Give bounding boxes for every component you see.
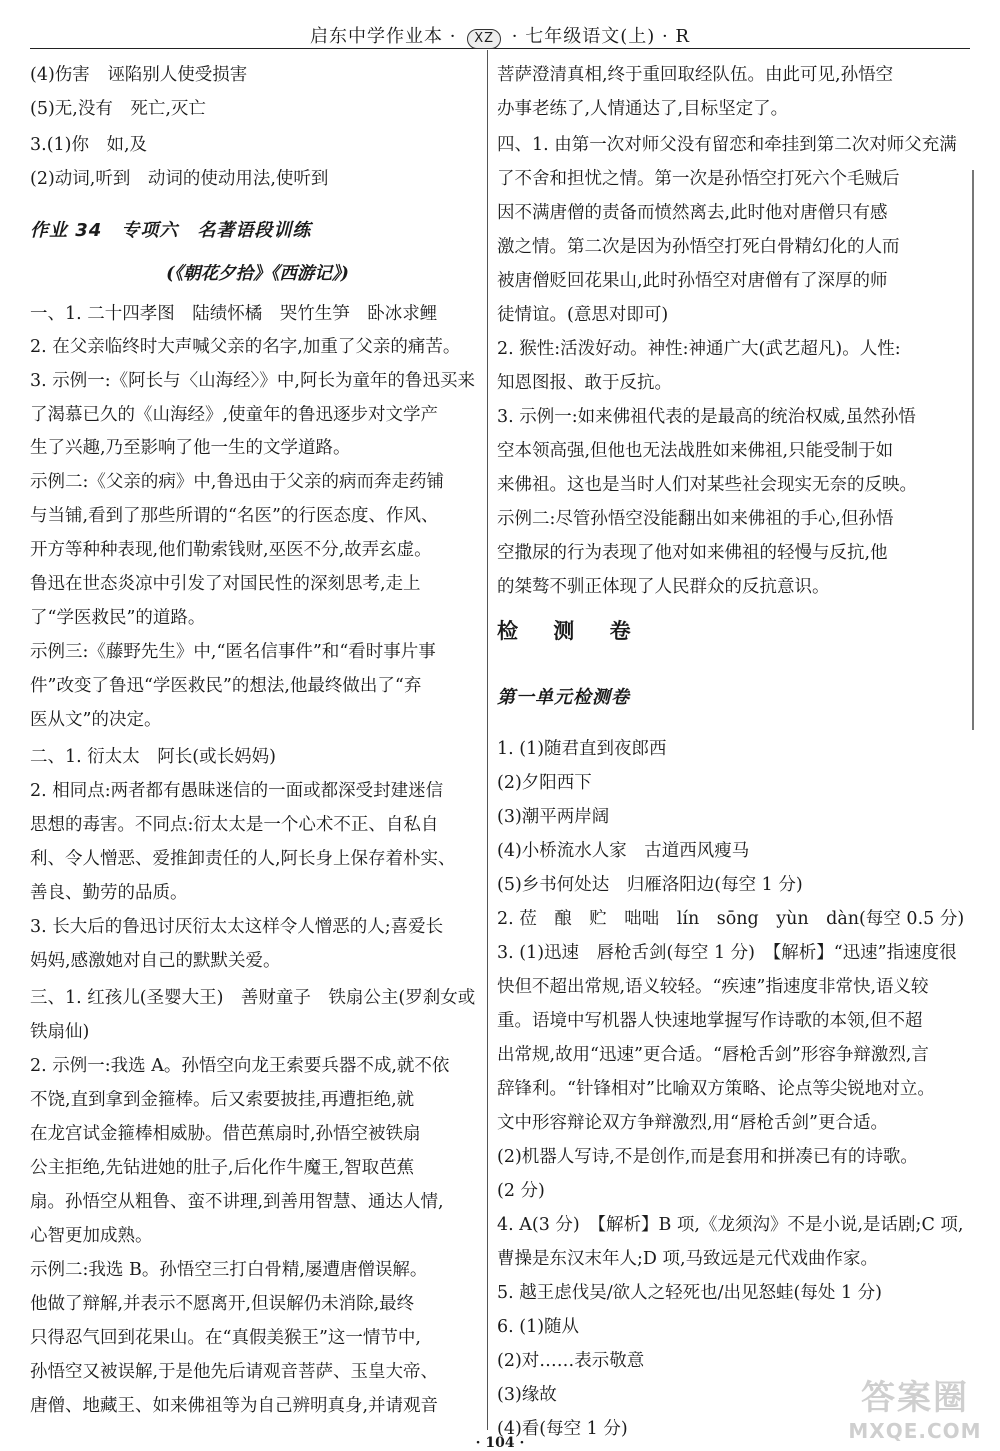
answer-line: 三、1. 红孩儿(圣婴大王) 善财童子 铁扇公主(罗刹女或 [30,988,476,1008]
answer-line: 孙悟空又被误解,于是他先后请观音菩萨、玉皇大帝、 [30,1362,439,1382]
answer-line: 6. (1)随从 [497,1317,580,1337]
section-heading: 第一单元检测卷 [497,687,630,708]
answer-line: (2)夕阳西下 [497,773,592,793]
answer-line: 菩萨澄清真相,终于重回取经队伍。由此可见,孙悟空 [497,65,894,85]
answer-line: 四、1. 由第一次对师父没有留恋和牵挂到第二次对师父充满 [497,135,957,155]
answer-line: (4)看(每空 1 分) [497,1419,628,1439]
answer-line: 3. (1)迅速 唇枪舌剑(每空 1 分) 【解析】“迅速”指速度很 [497,943,957,963]
answer-line: 扇。孙悟空从粗鲁、蛮不讲理,到善用智慧、通达人情, [30,1192,444,1212]
answer-line: 出常规,故用“迅速”更合适。“唇枪舌剑”形容争辩激烈,言 [497,1045,929,1065]
answer-line: 了渴慕已久的《山海经》,使童年的鲁迅逐步对文学产 [30,405,439,425]
answer-line: 知恩图报、敢于反抗。 [497,373,672,393]
section-subheading: (《朝花夕拾》《西游记》) [166,264,349,284]
answer-line: (2)机器人写诗,不是创作,而是套用和拼凑已有的诗歌。 [497,1147,918,1167]
answer-line: 重。语境中写机器人快速地掌握写作诗歌的本领,但不超 [497,1011,923,1031]
answer-line: (4)伤害 诬陷别人使受损害 [30,65,248,85]
answer-line: 文中形容辩论双方争辩激烈,用“唇枪舌剑”更合适。 [497,1113,888,1133]
header-book-title: 启东中学作业本 · [310,26,457,47]
answer-line: (5)乡书何处达 归雁洛阳边(每空 1 分) [497,875,803,895]
answer-line: 3.(1)你 如,及 [30,135,148,155]
answer-line: (2)动词,听到 动词的使动用法,使听到 [30,169,329,189]
answer-line: 3. 示例一:《阿长与〈山海经〉》中,阿长为童年的鲁迅买来 [30,371,475,391]
answer-line: 的桀骜不驯正体现了人民群众的反抗意识。 [497,577,830,597]
page-number: · 104 · [475,1435,525,1451]
answer-line: 在龙宫试金箍棒相威胁。借芭蕉扇时,孙悟空被铁扇 [30,1124,421,1144]
answer-line: 示例二:尽管孙悟空没能翻出如来佛祖的手心,但孙悟 [497,509,894,529]
section-heading: 作业 34 专项六 名著语段训练 [30,220,312,241]
publisher-badge: XZ [467,29,501,49]
answer-line: 善良、勤劳的品质。 [30,883,188,903]
answer-line: 他做了辩解,并表示不愿离开,但误解仍未消除,最终 [30,1294,415,1314]
answer-line: 空撒尿的行为表现了他对如来佛祖的轻慢与反抗,他 [497,543,888,563]
answer-line: 快但不超出常规,语义较轻。“疾速”指速度非常快,语义较 [497,977,929,997]
answer-line: (2 分) [497,1181,545,1201]
answer-line: 示例二:我选 B。孙悟空三打白骨精,屡遭唐僧误解。 [30,1260,428,1280]
answer-line: (3)缘故 [497,1385,557,1405]
answer-line: 2. 莅 酿 贮 咄咄 lín sōng yùn dàn(每空 0.5 分) [497,909,965,929]
answer-line: 与当铺,看到了那些所谓的“名医”的行医态度、作风、 [30,506,439,526]
answer-line: 因不满唐僧的责备而愤然离去,此时他对唐僧只有感 [497,203,888,223]
answer-line: 激之情。第二次是因为孙悟空打死白骨精幻化的人而 [497,237,900,257]
answer-line: 3. 长大后的鲁迅讨厌衍太太这样令人憎恶的人;喜爱长 [30,917,444,937]
answer-line: 徒情谊。(意思对即可) [497,305,669,325]
answer-line: 办事老练了,人情通达了,目标坚定了。 [497,99,789,119]
header-text [30,22,970,49]
answer-line: 2. 相同点:两者都有愚昧迷信的一面或都深受封建迷信 [30,781,444,801]
header-subject: · 七年级语文(上) · R [511,26,690,47]
answer-line: 2. 在父亲临终时大声喊父亲的名字,加重了父亲的痛苦。 [30,337,461,357]
answer-line: 2. 示例一:我选 A。孙悟空向龙王索要兵器不成,就不依 [30,1056,450,1076]
answer-line: 了“学医救民”的道路。 [30,608,206,628]
answer-line: 唐僧、地藏王、如来佛祖等为自己辨明真身,并请观音 [30,1396,439,1416]
part-heading: 检 测 卷 [497,619,645,643]
answer-line: 2. 猴性:活泼好动。神性:神通广大(武艺超凡)。人性: [497,339,901,359]
answer-line: 被唐僧贬回花果山,此时孙悟空对唐僧有了深厚的师 [497,271,888,291]
answer-line: 鲁迅在世态炎凉中引发了对国民性的深刻思考,走上 [30,574,421,594]
answer-line: (4)小桥流水人家 古道西风瘦马 [497,841,750,861]
answer-line: 辞锋利。“针锋相对”比喻双方策略、论点等尖锐地对立。 [497,1079,935,1099]
answer-line: 思想的毒害。不同点:衍太太是一个心术不正、自私自 [30,815,439,835]
answer-line: 公主拒绝,先钻进她的肚子,后化作牛魔王,智取芭蕉 [30,1158,415,1178]
answer-line: (3)潮平两岸阔 [497,807,610,827]
page-header [30,0,970,49]
answer-line: (2)对……表示敬意 [497,1351,645,1371]
answer-line: 示例三:《藤野先生》中,“匿名信事件”和“看时事片事 [30,642,436,662]
watermark-text: 答案圈 [861,1378,969,1418]
answer-line: (5)无,没有 死亡,灭亡 [30,99,206,119]
answer-line: 3. 示例一:如来佛祖代表的是最高的统治权威,虽然孙悟 [497,407,916,427]
answer-line: 妈妈,感激她对自己的默默关爱。 [30,951,281,971]
answer-line: 空本领高强,但他也无法战胜如来佛祖,只能受制于如 [497,441,894,461]
answer-line: 一、1. 二十四孝图 陆绩怀橘 哭竹生笋 卧冰求鲤 [30,304,438,324]
answer-line: 不饶,直到拿到金箍棒。后又索要披挂,再遭拒绝,就 [30,1090,415,1110]
answer-line: 来佛祖。这也是当时人们对某些社会现实无奈的反映。 [497,475,917,495]
answer-line: 医从文”的决定。 [30,710,162,730]
answer-line: 生了兴趣,乃至影响了他一生的文学道路。 [30,438,351,458]
answer-line: 二、1. 衍太太 阿长(或长妈妈) [30,747,276,767]
answer-line: 5. 越王虑伐吴/欲人之轻死也/出见怒蛙(每处 1 分) [497,1283,882,1303]
answer-line: 4. A(3 分) 【解析】B 项,《龙须沟》不是小说,是话剧;C 项, [497,1215,964,1235]
watermark-url: MXQE.COM [848,1419,982,1443]
answer-line: 心智更加成熟。 [30,1226,153,1246]
watermark-logo [840,1370,990,1445]
answer-line: 只得忍气回到花果山。在“真假美猴王”这一情节中, [30,1328,421,1348]
answer-line: 铁扇仙) [30,1022,90,1042]
answer-line: 利、令人憎恶、爱推卸责任的人,阿长身上保存着朴实、 [30,849,456,869]
answer-line: 开方等种种表现,他们勒索钱财,巫医不分,故弄玄虚。 [30,540,432,560]
column-divider [487,50,488,1430]
answer-line: 示例二:《父亲的病》中,鲁迅由于父亲的病而奔走药铺 [30,472,444,492]
answer-line: 件”改变了鲁迅“学医救民”的想法,他最终做出了“弃 [30,676,422,696]
margin-line [972,170,974,730]
answer-line: 了不舍和担忧之情。第一次是孙悟空打死六个毛贼后 [497,169,900,189]
answer-line: 1. (1)随君直到夜郎西 [497,739,667,759]
answer-line: 曹操是东汉末年人;D 项,马致远是元代戏曲作家。 [497,1249,879,1269]
